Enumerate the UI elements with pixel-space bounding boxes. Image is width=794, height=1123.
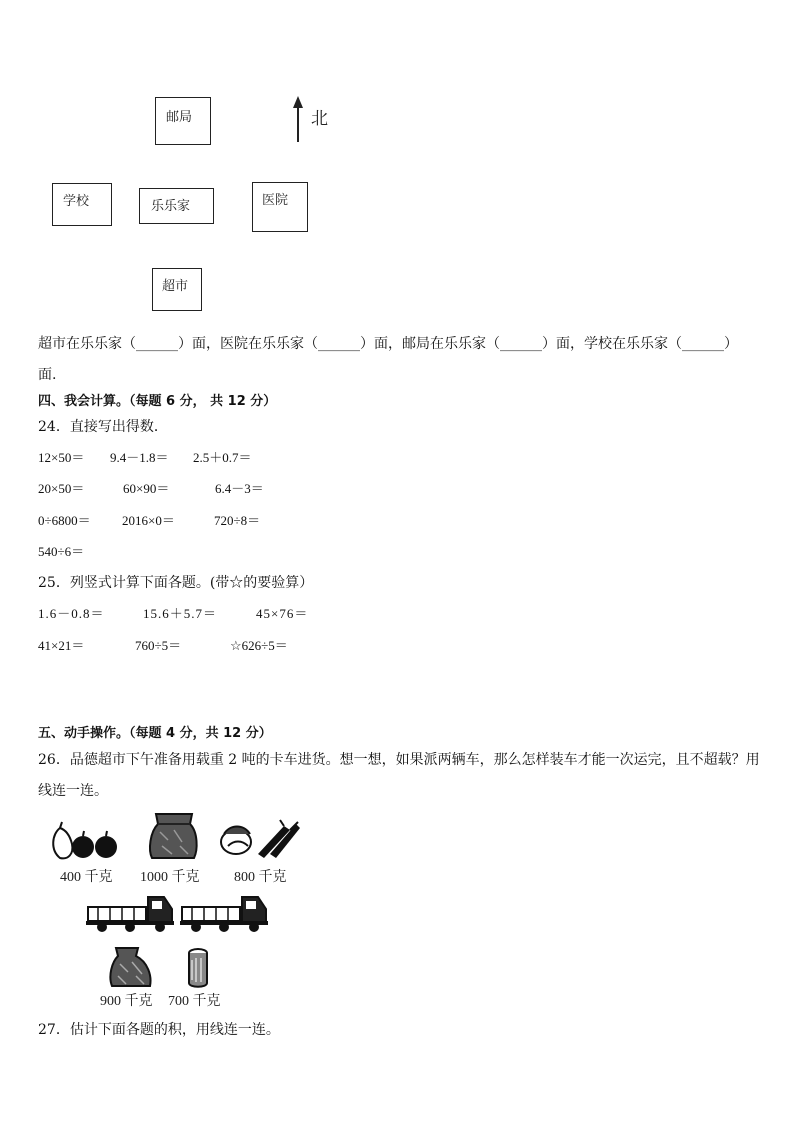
section5-title: 五、动手操作。（每题 4 分，共 12 分） xyxy=(38,726,272,741)
q24-item: 540÷6＝ xyxy=(38,544,85,559)
q26-line1: 26．品德超市下午准备用载重 2 吨的卡车进货。想一想，如果派两辆车，那么怎样装车才能一次运完，且不超载？用 xyxy=(38,752,760,768)
item-weight-label: 900 千克 xyxy=(100,994,153,1009)
map-home-label: 乐乐家 xyxy=(151,199,191,214)
q26-line2: 线连一连。 xyxy=(38,783,108,799)
q25-item: ☆626÷5＝ xyxy=(230,638,288,653)
map-supermarket-box xyxy=(152,268,202,311)
q24-item: 720÷8＝ xyxy=(214,513,261,528)
q24-item: 20×50＝ xyxy=(38,481,85,496)
item-weight-label: 1000 千克 xyxy=(140,870,200,885)
map-hospital-label: 医院 xyxy=(262,193,289,208)
q23-line2: 面. xyxy=(38,367,57,383)
q24-item: 0÷6800＝ xyxy=(38,513,91,528)
q23-line1: 超市在乐乐家（______）面，医院在乐乐家（______）面，邮局在乐乐家（______）面，学校在乐乐家（______） xyxy=(38,336,738,352)
q25-item: 1.6－0.8＝ xyxy=(38,606,105,621)
map-school-box xyxy=(52,183,112,226)
sack-icon xyxy=(148,810,200,860)
map-hospital-box xyxy=(252,182,308,232)
item-weight-label: 700 千克 xyxy=(168,994,221,1009)
truck-icon xyxy=(180,893,268,933)
north-label: 北 xyxy=(311,109,328,128)
q25-item: 760÷5＝ xyxy=(135,638,182,653)
map-post-office-label: 邮局 xyxy=(166,110,193,125)
barrel-icon xyxy=(186,948,210,988)
north-arrow-icon xyxy=(292,96,304,144)
item-weight-label: 800 千克 xyxy=(234,870,287,885)
q24-title: 24．直接写出得数． xyxy=(38,419,168,435)
item-weight-label: 400 千克 xyxy=(60,870,113,885)
map-post-office-box xyxy=(155,97,211,145)
section4-title: 四、我会计算。（每题 6 分， 共 12 分） xyxy=(38,394,277,409)
q24-item: 12×50＝ xyxy=(38,450,85,465)
q24-item: 9.4－1.8＝ xyxy=(110,450,169,465)
q25-title: 25．列竖式计算下面各题。(带☆的要验算） xyxy=(38,575,314,591)
map-school-label: 学校 xyxy=(63,194,90,209)
q24-item: 6.4－3＝ xyxy=(215,481,264,496)
map-supermarket-label: 超市 xyxy=(162,279,189,294)
q25-item: 45×76＝ xyxy=(256,606,309,621)
vegetable-icon xyxy=(218,818,303,860)
q27-title: 27．估计下面各题的积，用线连一连。 xyxy=(38,1022,280,1038)
q24-item: 2016×0＝ xyxy=(122,513,175,528)
bag-icon xyxy=(108,946,154,988)
map-home-box xyxy=(139,188,214,224)
q25-item: 41×21＝ xyxy=(38,638,85,653)
q24-item: 60×90＝ xyxy=(123,481,170,496)
fruit-icon xyxy=(48,820,123,860)
truck-icon xyxy=(86,893,174,933)
q25-item: 15.6＋5.7＝ xyxy=(143,606,218,621)
q24-item: 2.5＋0.7＝ xyxy=(193,450,252,465)
